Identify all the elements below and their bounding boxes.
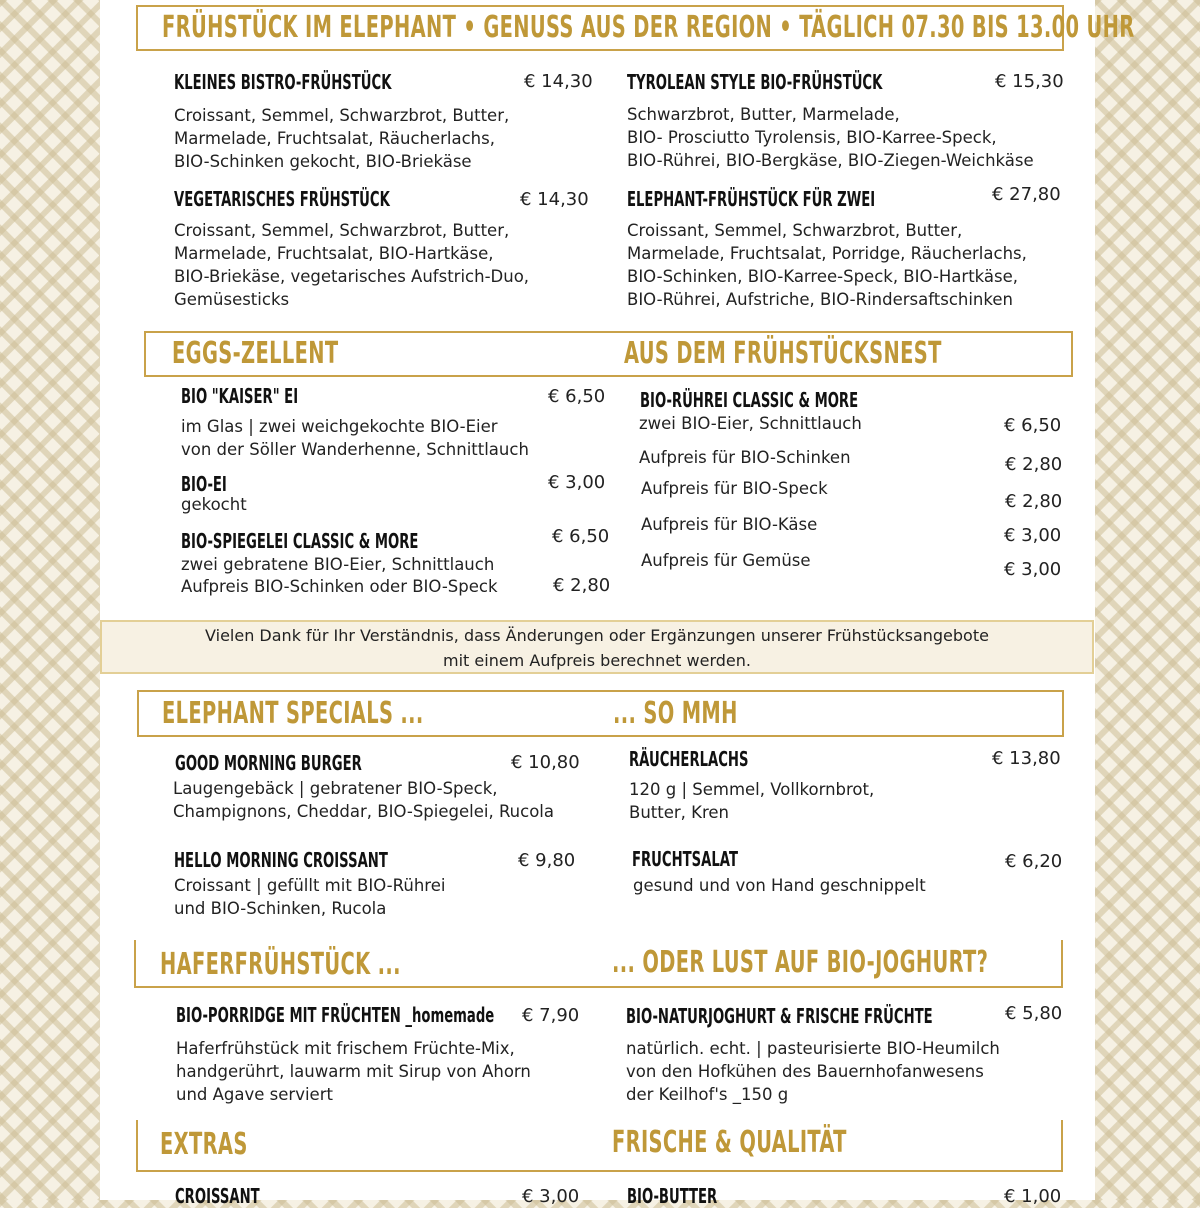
desc-line: BIO-Rührei, Aufstriche, BIO-Rindersaftschinken <box>627 290 1013 309</box>
item-price: € 3,00 <box>548 472 606 493</box>
item-price: € 6,50 <box>552 526 610 547</box>
desc-line: Champignons, Cheddar, BIO-Spiegelei, Rucola <box>173 802 554 821</box>
item-desc <box>626 1037 1000 1106</box>
item-desc <box>174 219 529 311</box>
desc-line: von den Hofkühen des Bauernhofanwesens <box>626 1062 984 1081</box>
item-desc <box>174 874 445 920</box>
desc-line: und Agave serviert <box>176 1085 333 1104</box>
extra-label: Aufpreis für BIO-Schinken <box>639 448 851 467</box>
extra-price: € 2,80 <box>1005 491 1063 512</box>
item-desc <box>181 415 529 461</box>
extras-title-right: FRISCHE & QUALITÄT <box>612 1125 847 1160</box>
hafer-title-right: ... ODER LUST AUF BIO-JOGHURT? <box>612 945 989 980</box>
extra-label: Aufpreis für BIO-Käse <box>641 515 818 534</box>
item-name: KLEINES BISTRO-FRÜHSTÜCK <box>174 70 392 94</box>
desc-line: Schwarzbrot, Butter, Marmelade, <box>627 105 900 124</box>
item-name: HELLO MORNING CROISSANT <box>174 848 388 872</box>
desc-line: Butter, Kren <box>629 803 729 822</box>
desc-line: Croissant, Semmel, Schwarzbrot, Butter, <box>174 106 510 125</box>
item-price: € 6,20 <box>1005 851 1063 872</box>
item-name: FRUCHTSALAT <box>632 847 738 871</box>
hafer-title-left: HAFERFRÜHSTÜCK ... <box>160 947 401 982</box>
extras-bar <box>136 1120 1063 1172</box>
item-price: € 3,00 <box>522 1186 580 1207</box>
extra-label: Aufpreis für Gemüse <box>641 551 811 570</box>
item-price: € 14,30 <box>524 71 593 92</box>
desc-line: Gemüsesticks <box>174 290 290 309</box>
extra-price: € 3,00 <box>1004 525 1062 546</box>
item-price: € 15,30 <box>995 71 1064 92</box>
desc-line: Croissant, Semmel, Schwarzbrot, Butter, <box>627 221 963 240</box>
desc-line: im Glas | zwei weichgekochte BIO-Eier <box>181 417 498 436</box>
item-price: € 6,50 <box>1004 415 1062 436</box>
desc-line: BIO- Prosciutto Tyrolensis, BIO-Karree-Speck, <box>627 128 997 147</box>
desc-line: und BIO-Schinken, Rucola <box>174 899 387 918</box>
item-desc <box>627 219 1027 311</box>
item-price: € 5,80 <box>1005 1003 1063 1024</box>
item-name: GOOD MORNING BURGER <box>175 751 362 775</box>
item-name: RÄUCHERLACHS <box>629 747 749 771</box>
item-desc: zwei gebratene BIO-Eier, Schnittlauch <box>181 555 495 574</box>
header-title: FRÜHSTÜCK IM ELEPHANT • GENUSS AUS DER REGION • TÄGLICH 07.30 BIS 13.00 UHR <box>162 10 1135 45</box>
specials-title-left: ELEPHANT SPECIALS ... <box>162 696 424 731</box>
desc-line: BIO-Briekäse, vegetarisches Aufstrich-Duo, <box>174 267 530 286</box>
item-desc: gekocht <box>181 495 247 514</box>
item-desc: zwei BIO-Eier, Schnittlauch <box>639 414 862 433</box>
extra-price: € 3,00 <box>1004 559 1062 580</box>
item-name: ELEPHANT-FRÜHSTÜCK FÜR ZWEI <box>627 187 876 211</box>
item-name: BIO-BUTTER <box>627 1184 718 1208</box>
item-extra-price: € 2,80 <box>553 575 611 596</box>
notice-line: Vielen Dank für Ihr Verständnis, dass Änderungen oder Ergänzungen unserer Frühstücksangebote <box>205 626 989 645</box>
item-name: BIO "KAISER" EI <box>181 384 299 408</box>
desc-line: der Keilhof's _150 g <box>626 1085 789 1104</box>
desc-line: 120 g | Semmel, Vollkornbrot, <box>629 780 875 799</box>
item-extra: Aufpreis BIO-Schinken oder BIO-Speck <box>181 577 498 596</box>
item-price: € 14,30 <box>520 189 589 210</box>
item-price: € 7,90 <box>522 1005 580 1026</box>
desc-line: Croissant | gefüllt mit BIO-Rührei <box>174 876 446 895</box>
extra-price: € 2,80 <box>1005 454 1063 475</box>
desc-line: Haferfrühstück mit frischem Früchte-Mix, <box>176 1039 515 1058</box>
desc-line: von der Söller Wanderhenne, Schnittlauch <box>181 440 529 459</box>
item-price: € 1,00 <box>1004 1186 1062 1207</box>
item-name: VEGETARISCHES FRÜHSTÜCK <box>174 187 390 211</box>
eggs-title-right: AUS DEM FRÜHSTÜCKSNEST <box>624 336 942 371</box>
notice-line: mit einem Aufpreis berechnet werden. <box>443 651 751 670</box>
desc-line: BIO-Schinken gekocht, BIO-Briekäse <box>174 152 472 171</box>
desc-line: Marmelade, Fruchtsalat, Räucherlachs, <box>174 129 495 148</box>
item-desc <box>627 103 1034 172</box>
item-desc <box>629 778 874 824</box>
item-price: € 27,80 <box>992 184 1061 205</box>
item-desc: gesund und von Hand geschnippelt <box>633 876 926 895</box>
item-name: BIO-RÜHREI CLASSIC & MORE <box>640 388 859 412</box>
item-name: BIO-NATURJOGHURT & FRISCHE FRÜCHTE <box>626 1004 933 1028</box>
item-price: € 13,80 <box>992 748 1061 769</box>
item-desc <box>176 1037 531 1106</box>
item-price: € 6,50 <box>548 386 606 407</box>
desc-line: Laugengebäck | gebratener BIO-Speck, <box>173 779 498 798</box>
desc-line: natürlich. echt. | pasteurisierte BIO-Heumilch <box>626 1039 1000 1058</box>
eggs-title-left: EGGS-ZELLENT <box>172 336 339 371</box>
desc-line: handgerührt, lauwarm mit Sirup von Ahorn <box>176 1062 531 1081</box>
desc-line: BIO-Schinken, BIO-Karree-Speck, BIO-Hartkäse, <box>627 267 1019 286</box>
item-name: BIO-PORRIDGE MIT FRÜCHTEN _homemade <box>176 1003 495 1027</box>
item-price: € 9,80 <box>518 850 576 871</box>
desc-line: BIO-Rührei, BIO-Bergkäse, BIO-Ziegen-Weichkäse <box>627 151 1034 170</box>
item-name: BIO-SPIEGELEI CLASSIC & MORE <box>181 529 419 553</box>
extras-title-left: EXTRAS <box>160 1127 248 1162</box>
extra-label: Aufpreis für BIO-Speck <box>641 479 828 498</box>
desc-line: Croissant, Semmel, Schwarzbrot, Butter, <box>174 221 510 240</box>
item-price: € 10,80 <box>511 752 580 773</box>
desc-line: Marmelade, Fruchtsalat, BIO-Hartkäse, <box>174 244 494 263</box>
desc-line: Marmelade, Fruchtsalat, Porridge, Räucherlachs, <box>627 244 1027 263</box>
item-name: BIO-EI <box>181 472 227 496</box>
item-desc <box>174 104 509 173</box>
item-desc <box>173 777 554 823</box>
notice-box <box>100 620 1094 674</box>
item-name: CROISSANT <box>175 1184 260 1208</box>
specials-title-right: ... SO MMH <box>613 696 738 731</box>
item-name: TYROLEAN STYLE BIO-FRÜHSTÜCK <box>627 70 883 94</box>
